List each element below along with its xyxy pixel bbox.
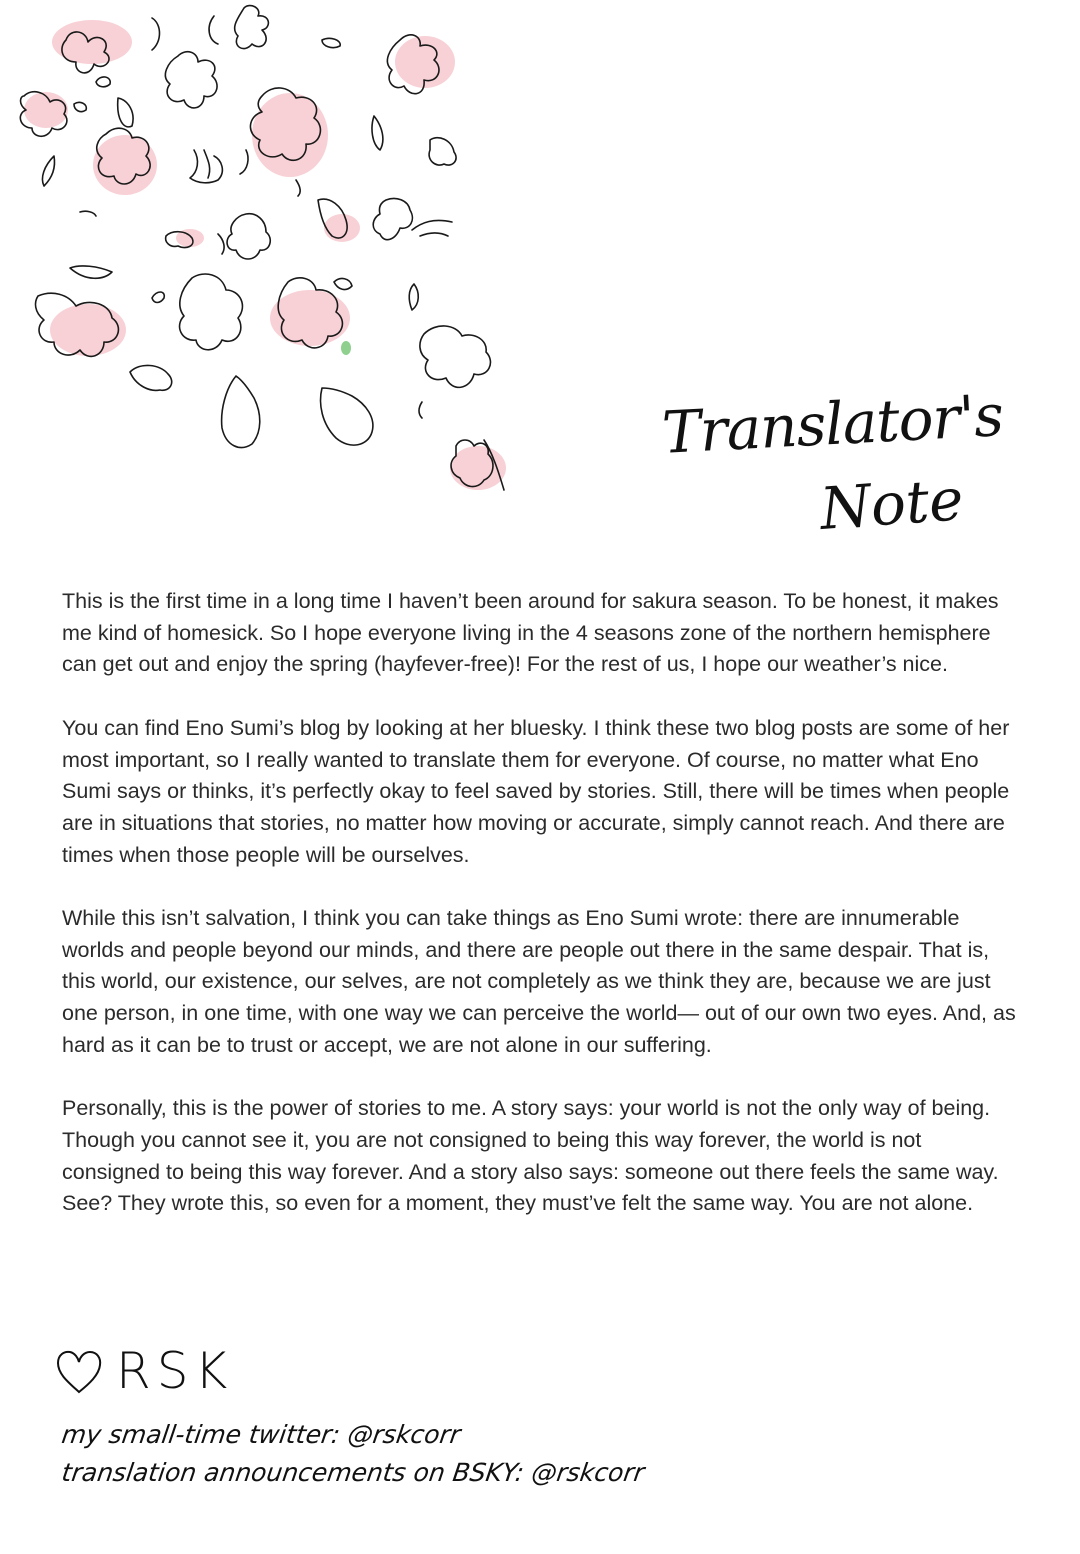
paragraph-4: Personally, this is the power of stories to me. A story says: your world is not the only way of being. Though you cannot see it, you are not consigned to being this way forever, the world is not consigned to being this way forever. And a story also says: someone out there feels the same way. See? They wrote this, so even for a moment, they must’ve felt the same way. You are not alone. xyxy=(62,1096,999,1216)
paragraph-3: While this isn’t salvation, I think you can take things as Eno Sumi wrote: there are innumerable worlds and people beyond our minds, and there are people out there in the same despair. That is, this world, our existence, our selves, are not completely as we think they are, because we are just one person, in one time, with one way we can perceive the world— out of our own two eyes. And, as hard as it can be to trust or accept, we are not alone in our suffering. xyxy=(62,906,1016,1057)
twitter-credit: my small-time twitter: @rskcorr xyxy=(59,1420,463,1449)
heart-icon xyxy=(54,1348,104,1396)
paragraph-1: This is the first time in a long time I haven’t been around for sakura season. To be honest, it makes me kind of homesick. So I hope everyone living in the 4 seasons zone of the northern hemisphere can get out and enjoy the spring (hayfever-free)! For the rest of us, I hope our weather’s nice. xyxy=(62,589,999,677)
note-body xyxy=(62,586,1022,1252)
bsky-credit: translation announcements on BSKY: @rskcorr xyxy=(59,1458,647,1487)
page-title xyxy=(640,380,1005,560)
paragraph-2: You can find Eno Sumi’s blog by looking at her bluesky. I think these two blog posts are some of her most important, so I really wanted to translate them for everyone. Of course, no matter what Eno Sumi says or thinks, it’s perfectly okay to feel saved by stories. Still, there will be times when people are in situations that stories, no matter how moving or accurate, simply cannot reach. And there are times when those people will be ourselves. xyxy=(62,715,1010,867)
signature-name: RSK xyxy=(116,1342,234,1400)
sakura-petals-illustration xyxy=(0,0,540,510)
title-line-1: Translator's xyxy=(660,381,1005,467)
title-line-2: Note xyxy=(817,465,966,543)
